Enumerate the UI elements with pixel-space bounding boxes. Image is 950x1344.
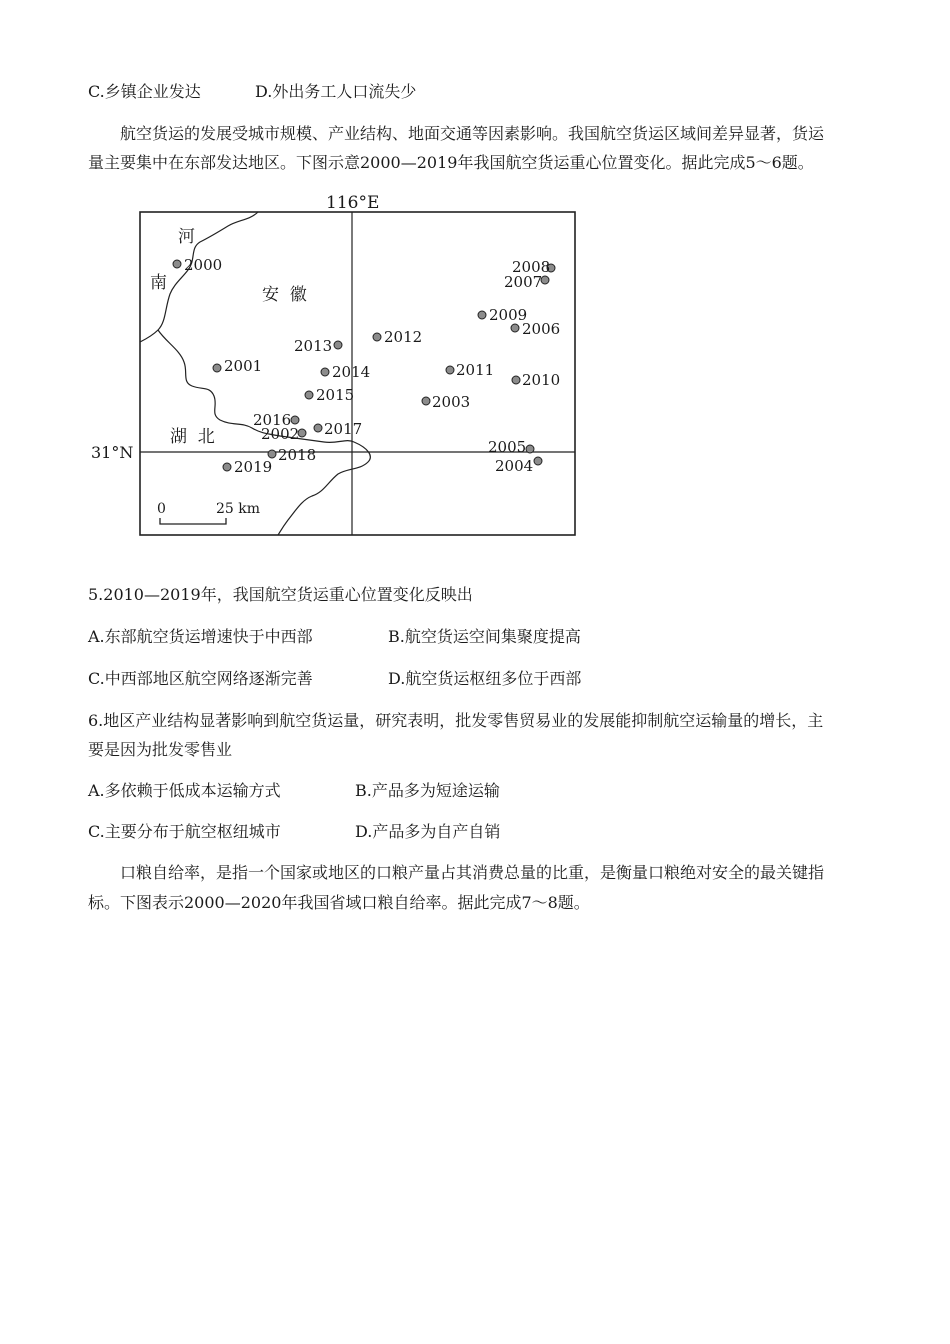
label-lon: 116°E: [326, 193, 380, 213]
label-anhui: 安 徽: [262, 285, 307, 305]
point-label-2006: 2006: [522, 320, 561, 338]
point-marker-2017: [314, 424, 322, 432]
scale-zero: 0: [157, 501, 166, 517]
point-marker-2003: [422, 397, 430, 405]
q5-option-d: D.航空货运枢纽多位于西部: [388, 669, 582, 688]
point-marker-2018: [268, 450, 276, 458]
q6-option-a: A.多依赖于低成本运输方式: [88, 781, 281, 800]
point-marker-2015: [305, 391, 313, 399]
point-label-2010: 2010: [522, 371, 561, 389]
point-marker-2002: [298, 429, 306, 437]
point-label-2016: 2016: [253, 411, 292, 429]
q5-option-a: A.东部航空货运增速快于中西部: [88, 627, 313, 646]
point-marker-2001: [213, 364, 221, 372]
q5-stem: 5.2010—2019年，我国航空货运重心位置变化反映出: [88, 585, 473, 604]
point-marker-2013: [334, 341, 342, 349]
point-label-2007: 2007: [504, 273, 543, 291]
point-marker-2006: [511, 324, 519, 332]
point-label-2013: 2013: [294, 337, 333, 355]
point-marker-2012: [373, 333, 381, 341]
point-label-2011: 2011: [456, 361, 495, 379]
point-label-2018: 2018: [278, 446, 317, 464]
point-label-2004: 2004: [495, 457, 534, 475]
point-marker-2014: [321, 368, 329, 376]
point-label-2001: 2001: [224, 357, 263, 375]
point-label-2002: 2002: [261, 425, 300, 443]
point-label-2015: 2015: [316, 386, 355, 404]
point-marker-2019: [223, 463, 231, 471]
q6-stem-line1: 6.地区产业结构显著影响到航空货运量，研究表明，批发零售贸易业的发展能抑制航空运输量的增长，主: [88, 711, 824, 730]
point-label-2019: 2019: [234, 458, 273, 476]
intro-5-6-line2: 量主要集中在东部发达地区。下图示意2000—2019年我国航空货运重心位置变化。据此完成5～6题。: [88, 153, 814, 172]
q6-option-d: D.产品多为自产自销: [355, 822, 501, 841]
point-marker-2010: [512, 376, 520, 384]
intro-7-8-line1: 口粮自给率，是指一个国家或地区的口粮产量占其消费总量的比重，是衡量口粮绝对安全的最关键指: [120, 863, 825, 882]
point-marker-2011: [446, 366, 454, 374]
points-layer: [173, 256, 560, 476]
scale-bar: [160, 518, 226, 524]
point-label-2012: 2012: [384, 328, 423, 346]
intro-5-6-line1: 航空货运的发展受城市规模、产业结构、地面交通等因素影响。我国航空货运区域间差异显著，货运: [120, 124, 825, 143]
point-label-2014: 2014: [332, 363, 371, 381]
point-label-2005: 2005: [488, 438, 527, 456]
label-lat: 31°N: [91, 443, 134, 462]
point-marker-2009: [478, 311, 486, 319]
prev-option-c: C.乡镇企业发达: [88, 82, 201, 101]
point-label-2000: 2000: [184, 256, 223, 274]
label-henan-1: 河: [178, 227, 195, 247]
q6-stem-line2: 要是因为批发零售业: [88, 740, 233, 759]
intro-7-8-line2: 标。下图表示2000—2020年我国省域口粮自给率。据此完成7～8题。: [88, 893, 590, 912]
q5-option-c: C.中西部地区航空网络逐渐完善: [88, 669, 313, 688]
cargo-gravity-map: [110, 190, 590, 545]
point-marker-2004: [534, 457, 542, 465]
point-marker-2000: [173, 260, 181, 268]
q6-option-c: C.主要分布于航空枢纽城市: [88, 822, 281, 841]
point-label-2017: 2017: [324, 420, 363, 438]
scale-dist: 25 km: [216, 501, 261, 517]
label-henan-2: 南: [150, 273, 167, 293]
prev-option-d: D.外出务工人口流失少: [255, 82, 417, 101]
point-marker-2007: [541, 276, 549, 284]
point-marker-2016: [291, 416, 299, 424]
label-hubei: 湖 北: [170, 427, 215, 447]
point-label-2009: 2009: [489, 306, 528, 324]
point-label-2008: 2008: [512, 258, 551, 276]
point-marker-2005: [526, 445, 534, 453]
q5-option-b: B.航空货运空间集聚度提高: [388, 627, 581, 646]
q6-option-b: B.产品多为短途运输: [355, 781, 500, 800]
point-label-2003: 2003: [432, 393, 471, 411]
